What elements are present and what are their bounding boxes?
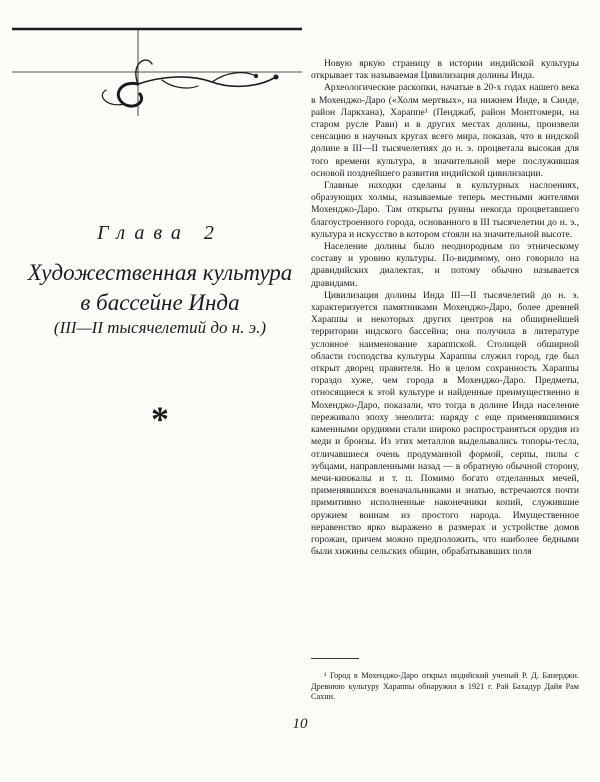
footnote-text: ¹ Город в Мохенджо-Даро открыл индийский ученый Р. Д. Банерджи. Древнюю культуру Хараппы обнаружил в 1921 г. Рай Бахадур Дайя Рам Сахни. (311, 671, 579, 701)
chapter-title (20, 258, 300, 318)
footnote (311, 671, 579, 703)
chapter-ornament (12, 24, 302, 116)
paragraph: Население долины было неоднородным по этническому составу и уровню культуры. По-видимому, оно говорило на дравидийских диалектах, и потому обычно называется дравидами. (311, 241, 579, 289)
page-number: 10 (292, 716, 308, 732)
paragraph: Новую яркую страницу в истории индийской культуры открывает так называемая Цивилизация долины Инда. (311, 58, 579, 82)
flourish-ornament-icon (12, 24, 302, 116)
chapter-subtitle: (III—II тысячелетий до н. э.) (53, 318, 267, 337)
chapter-label: Глава 2 (97, 222, 223, 244)
paragraph: Археологические раскопки, начатые в 20-х годах нашего века в Мохенджо-Даро («Холм мертвых», на нижнем Инде, в Синде, район Ларкхана), Хараппе¹ (Пенджаб, район Монтгомери, на старом русле Рави) и в других местах долины, произвели сенсацию в научных кругах всего мира, показав, что в индской долине в III—II тысячелетиях до н. э. процветала высокая для того времени культура, в значительной мере послужившая основой позднейшего развития индийской цивилизации. (311, 82, 579, 179)
chapter-title-line2: в бассейне Инда (80, 290, 240, 315)
chapter-title-line1: Художественная культура (27, 260, 293, 285)
footnote-divider (311, 658, 359, 659)
asterisk-icon: * (151, 399, 169, 439)
paragraph: Цивилизация долины Инда III—II тысячелетий до н. э. характеризуется памятниками Мохенджо-Даро, более древней Хараппы и некоторых других центров на обширнейшей территории индского бассейна; она получила в литературе условное наименование хараппской. Столицей обширной области господства культуры Хараппы служил город, где был открыт дворец правителя. Но в целом сохранность Хараппы гораздо хуже, чем города в Мохенджо-Даро. Предметы, относящиеся к этой культуре и найденные преимущественно в Мохенджо-Даро, показали, что тогда в долине Инда население переживало эпоху энеолита: наряду с еще применявшимися каменными орудиями стали широко распространяться орудия из меди и бронзы. Из этих металлов выделывались топоры-тесла, отличавшиеся очень продуманной формой, серпы, пилы с зубцами, направленными назад — в обратную обычной сторону, мечи-кинжалы и т. п. Помимо богато отделанных мечей, применявшихся военачальниками и знатью, встречаются почти примитивно исполненные наконечники копий, служившие оружием воинам из простого народа. Имущественное неравенство ярко выражено в размерах и устройстве домов горожан, причем можно предположить, что наиболее бедными были хижины сельских общин, обрабатывавших поля (311, 289, 579, 558)
body-text (311, 58, 579, 558)
paragraph: Главные находки сделаны в культурных наслоениях, образующих холмы, называемые теперь местными жителями Мохенджо-Даро. Там открыты руины некогда процветавшего благоустроенного города, основанного в III тысячелетии до н. э., культура и искусство в котором стояли на значительной высоте. (311, 180, 579, 240)
